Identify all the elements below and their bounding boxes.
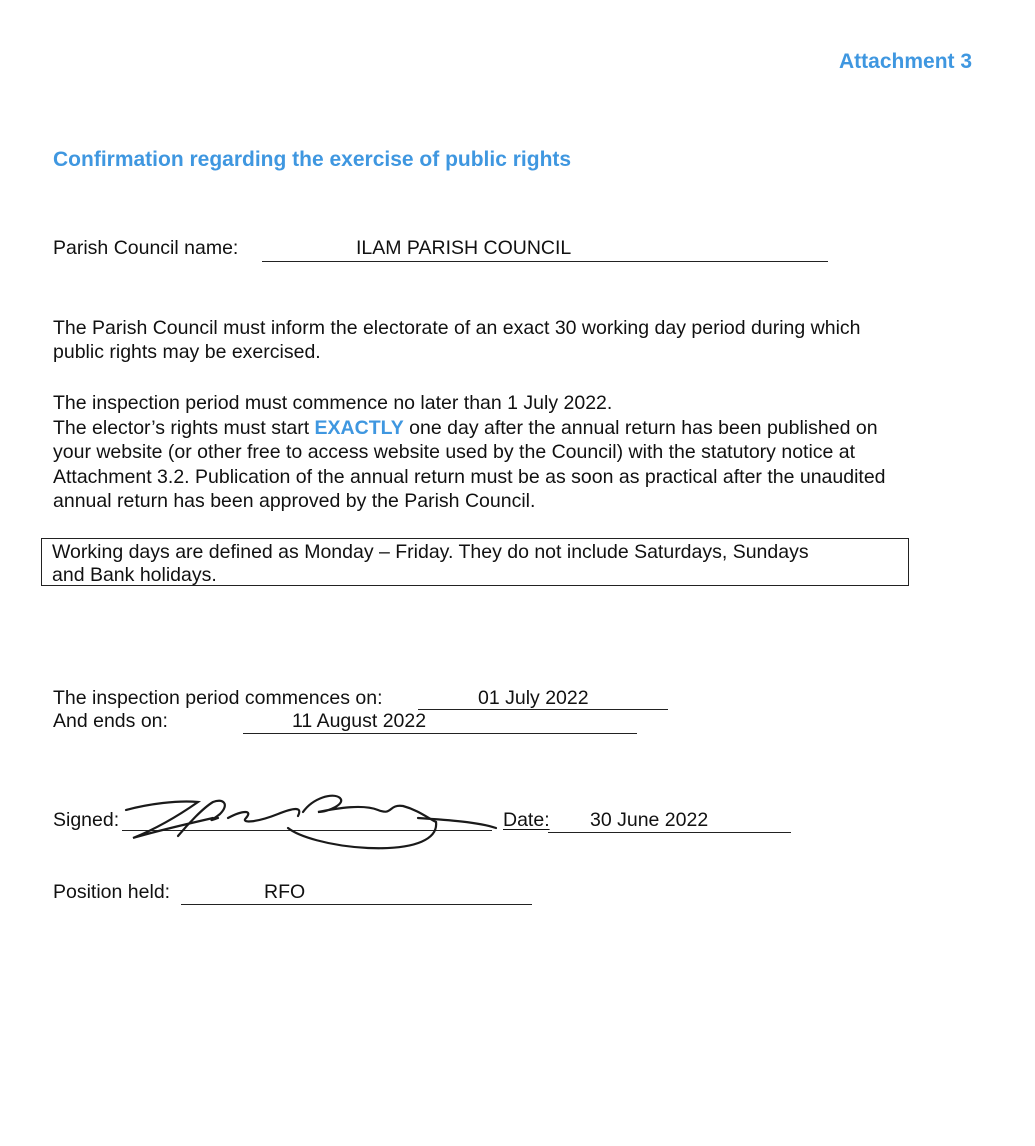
date-value: 30 June 2022 bbox=[590, 809, 709, 831]
date-label: Date: bbox=[503, 809, 550, 831]
page-title: Confirmation regarding the exercise of public rights bbox=[53, 148, 572, 171]
paragraph-line: public rights may be exercised. bbox=[53, 341, 321, 363]
position-underline bbox=[181, 904, 532, 905]
parish-name-label: Parish Council name: bbox=[53, 237, 239, 259]
working-days-notice-box bbox=[41, 538, 909, 586]
notice-line: Working days are defined as Monday – Friday. They do not include Saturdays, Sundays bbox=[52, 541, 809, 563]
paragraph-line bbox=[53, 416, 878, 441]
attachment-label: Attachment 3 bbox=[839, 50, 973, 73]
signature-scribble-icon bbox=[118, 788, 508, 858]
paragraph-line: Attachment 3.2. Publication of the annual return must be as soon as practical after the unaudited bbox=[53, 466, 886, 488]
paragraph-line: The Parish Council must inform the electorate of an exact 30 working day period during which bbox=[53, 317, 861, 339]
ends-label: And ends on: bbox=[53, 710, 168, 732]
emphasis-exactly: EXACTLY bbox=[314, 417, 404, 439]
position-value: RFO bbox=[264, 881, 306, 903]
text-segment: one day after the annual return has been published on bbox=[403, 417, 878, 439]
notice-line: and Bank holidays. bbox=[52, 564, 217, 586]
paragraph-line: The inspection period must commence no later than 1 July 2022. bbox=[53, 392, 613, 414]
ends-value: 11 August 2022 bbox=[292, 710, 427, 732]
paragraph-line: annual return has been approved by the Parish Council. bbox=[53, 490, 536, 512]
parish-name-underline bbox=[262, 261, 828, 262]
commences-value: 01 July 2022 bbox=[478, 687, 589, 709]
parish-name-value: ILAM PARISH COUNCIL bbox=[356, 237, 572, 259]
signed-label: Signed: bbox=[53, 809, 120, 831]
text-segment: The elector’s rights must start bbox=[53, 417, 315, 439]
commences-label: The inspection period commences on: bbox=[53, 687, 383, 709]
position-label: Position held: bbox=[53, 881, 171, 903]
paragraph-line: your website (or other free to access website used by the Council) with the statutory notice at bbox=[53, 441, 856, 463]
